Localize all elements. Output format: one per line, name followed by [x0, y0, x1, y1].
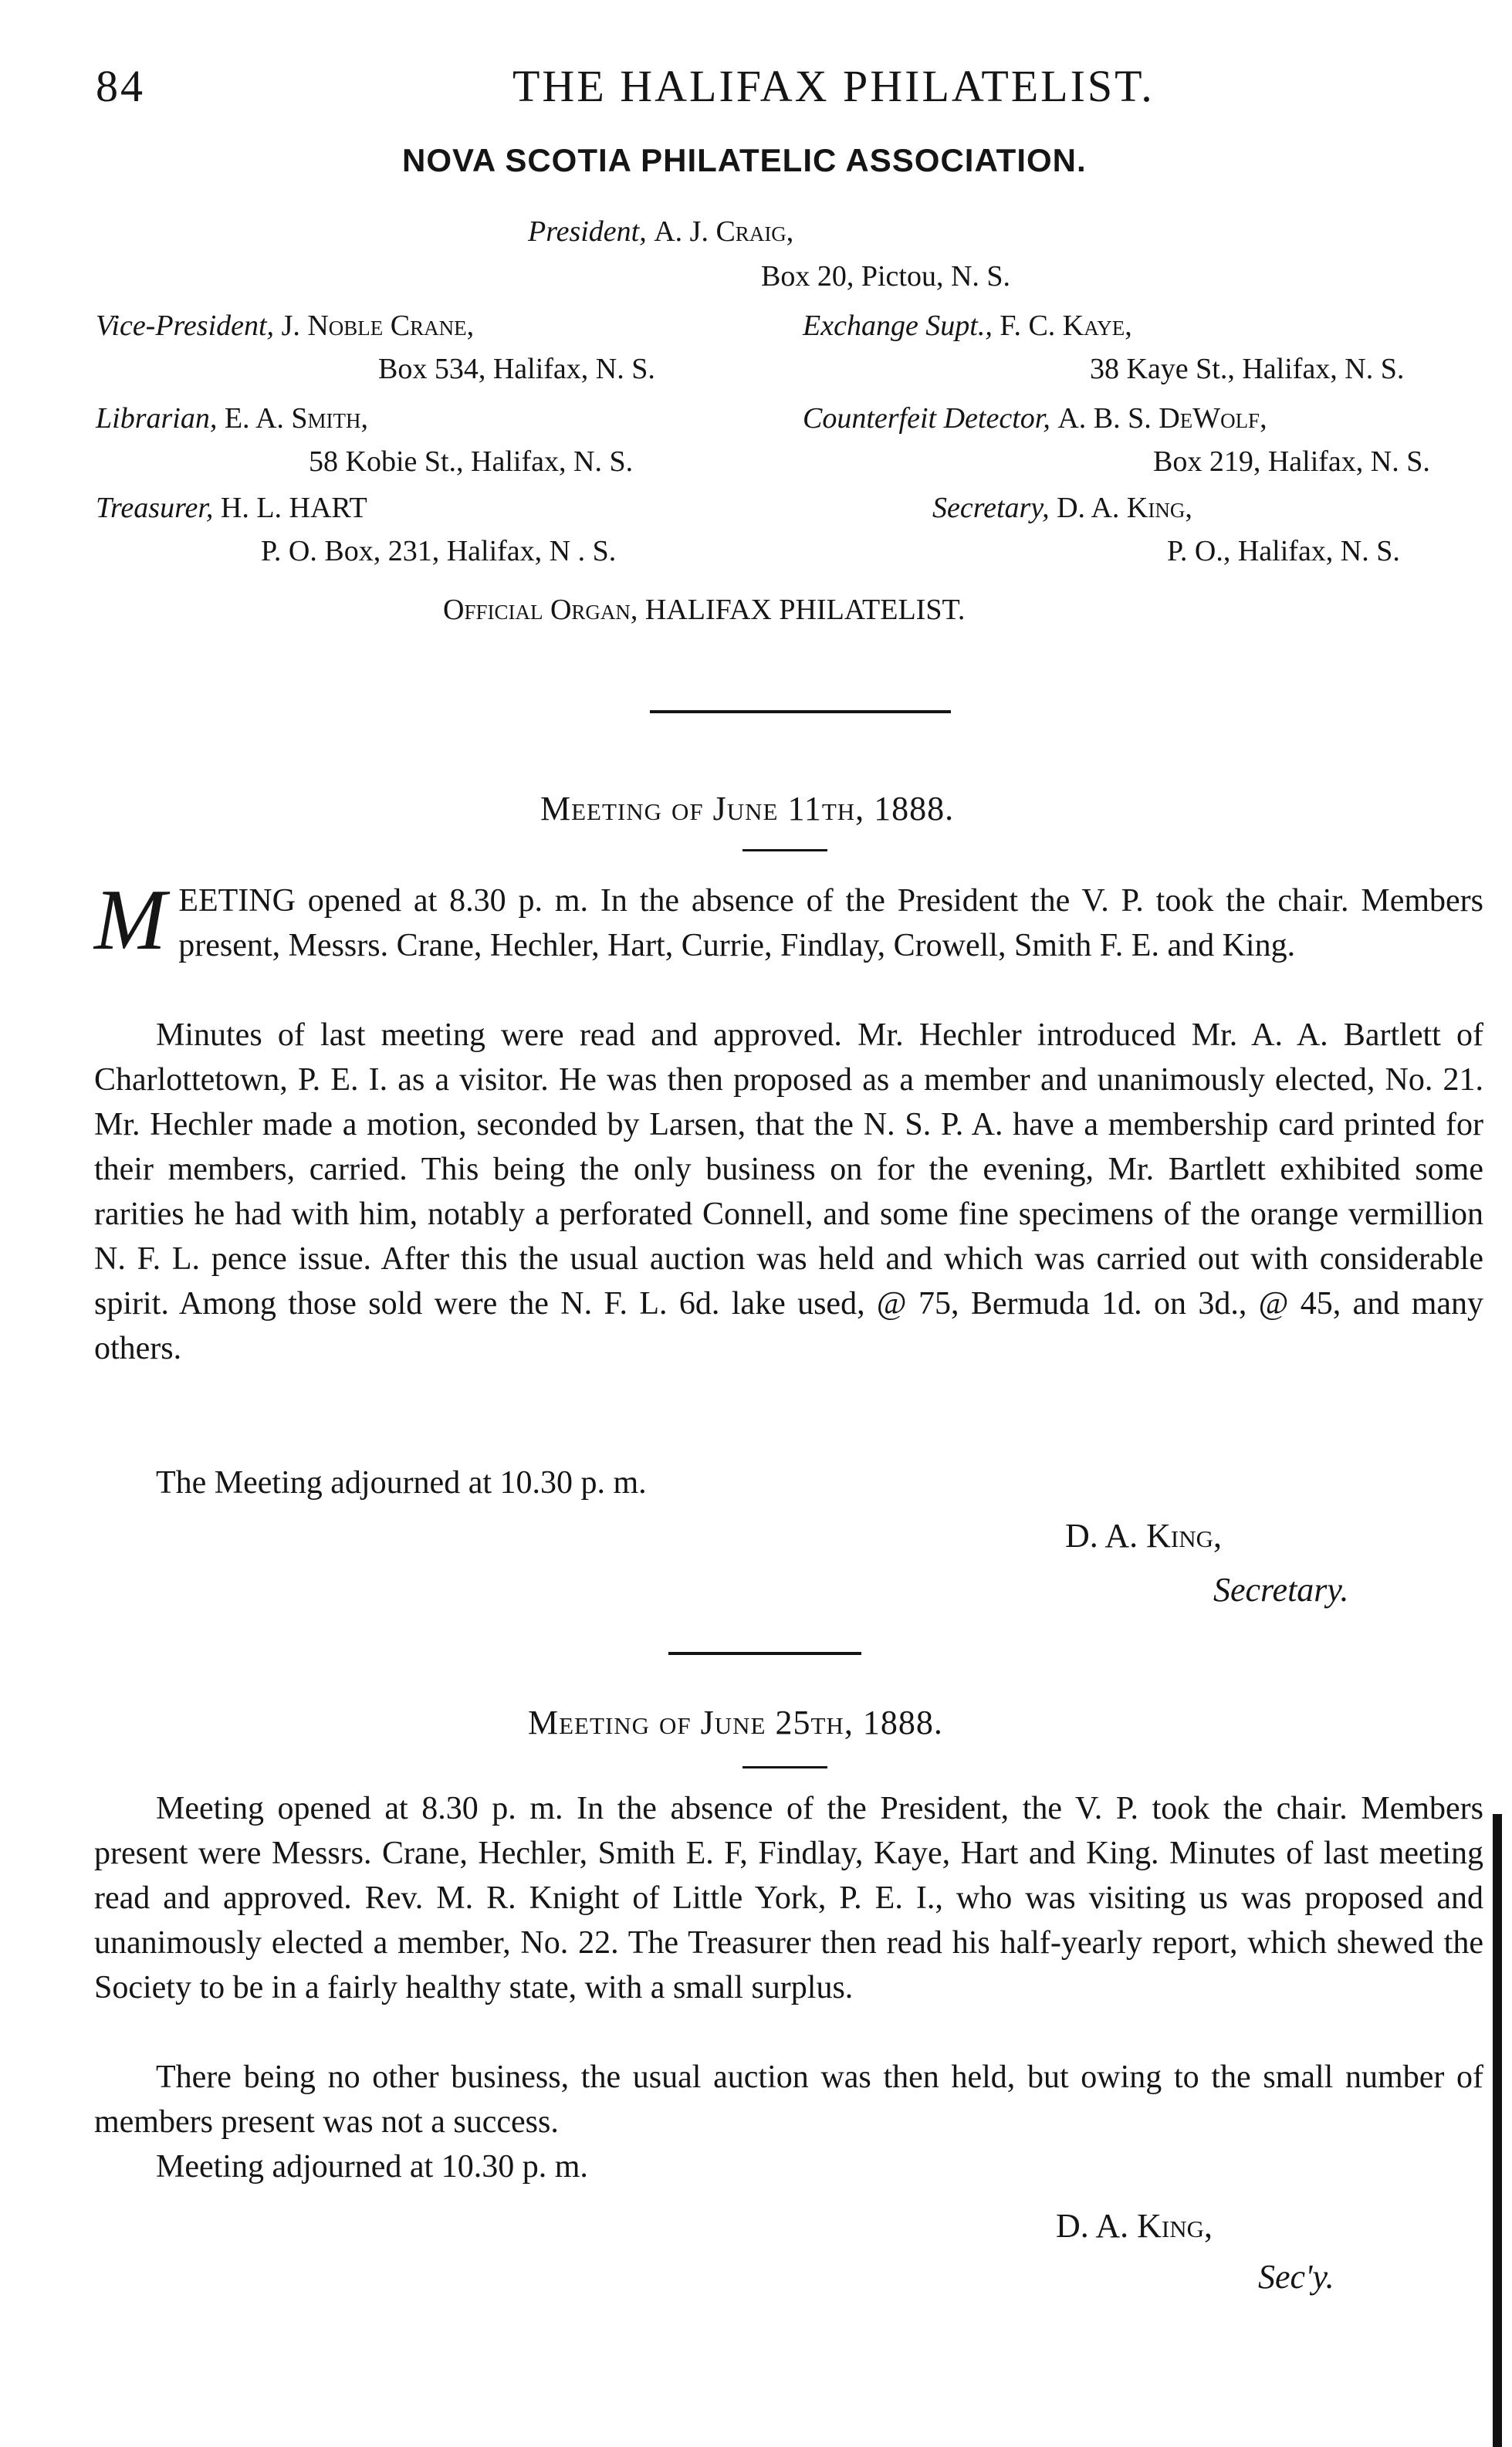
heading-underline	[742, 1766, 827, 1768]
official-organ-name: HALIFAX PHILATELIST.	[644, 594, 966, 626]
vice-president-name: J. Noble Crane,	[281, 310, 475, 342]
association-name: NOVA SCOTIA PHILATELIC ASSOCIATION.	[402, 142, 1087, 178]
counterfeit-detector-name: A. B. S. DeWolf,	[1057, 402, 1267, 435]
exchange-supt-title: Exchange Supt.,	[803, 310, 993, 342]
meeting-heading: Meeting of June 11th, 1888.	[540, 790, 955, 828]
drop-cap: M	[94, 872, 167, 968]
counterfeit-detector-address: Box 219, Halifax, N. S.	[1153, 445, 1430, 478]
meeting-paragraph: There being no other business, the usual auction was then held, but owing to the small number of members present was not a success.	[94, 2059, 1483, 2140]
journal-title: THE HALIFAX PHILATELIST.	[512, 61, 1155, 111]
official-organ-line	[443, 593, 965, 627]
exchange-supt-line	[803, 309, 1132, 343]
president-address: Box 20, Pictou, N. S.	[761, 260, 1011, 293]
section-divider	[668, 1652, 861, 1655]
meeting-paragraph	[94, 872, 1483, 968]
meeting-paragraph: The Meeting adjourned at 10.30 p. m.	[156, 1465, 647, 1501]
counterfeit-detector-line	[803, 401, 1267, 435]
treasurer-line	[96, 491, 367, 525]
heading-underline	[742, 849, 827, 851]
section-divider	[650, 710, 951, 713]
meeting-heading: Meeting of June 25th, 1888.	[528, 1704, 943, 1741]
signature-title: Sec'y.	[1258, 2258, 1334, 2296]
librarian-title: Librarian,	[96, 402, 218, 435]
vice-president-title: Vice-President,	[96, 310, 275, 342]
treasurer-address: P. O. Box, 231, Halifax, N . S.	[261, 535, 617, 567]
president-title: President,	[528, 215, 647, 248]
vice-president-line	[96, 309, 474, 343]
president-line	[528, 215, 793, 249]
counterfeit-detector-title: Counterfeit Detector,	[803, 402, 1050, 435]
meeting-paragraph: Minutes of last meeting were read and approved. Mr. Hechler introduced Mr. A. A. Bartlett of Charlottetown, P. E. I. as a visitor. He was then proposed as a member and unanimously elected, No. 21. Mr. Hechler made a motion, seconded by Larsen, that the N. S. P. A. have a membership card printed for their members, carried. This being the only business on for the evening, Mr. Bartlett exhibited some rarities he had with him, notably a perforated Connell, and some fine specimens of the orange vermillion N. F. L. pence issue. After this the usual auction was held and which was carried out with considerable spirit. Among those sold were the N. F. L. 6d. lake used, @ 75, Bermuda 1d. on 3d., @ 45, and many others.	[94, 1017, 1483, 1366]
meeting-paragraph: Meeting adjourned at 10.30 p. m.	[156, 2149, 588, 2185]
page-number: 84	[96, 61, 145, 111]
secretary-address: P. O., Halifax, N. S.	[1167, 535, 1400, 567]
meeting-paragraph-text: EETING opened at 8.30 p. m. In the absence of the President the V. P. took the chair. Members present, Messrs. Crane, Hechler, Hart, Currie, Findlay, Crowell, Smith F. E. and King.	[178, 883, 1483, 963]
treasurer-name: H. L. HART	[220, 492, 367, 524]
official-organ-label: Official Organ,	[443, 594, 638, 626]
signature-name: D. A. King,	[1065, 1517, 1222, 1555]
president-name: A. J. Craig,	[654, 215, 794, 248]
secretary-title: Secretary,	[932, 492, 1050, 524]
secretary-name: D. A. King,	[1057, 492, 1192, 524]
treasurer-title: Treasurer,	[96, 492, 214, 524]
exchange-supt-address: 38 Kaye St., Halifax, N. S.	[1090, 353, 1405, 385]
librarian-name: E. A. Smith,	[224, 402, 369, 435]
exchange-supt-name: F. C. Kaye,	[1000, 310, 1132, 342]
signature-name: D. A. King,	[1056, 2207, 1213, 2245]
page-edge-bar	[1493, 1814, 1502, 2447]
signature-title: Secretary.	[1213, 1571, 1349, 1609]
secretary-line	[932, 491, 1192, 525]
librarian-line	[96, 401, 368, 435]
librarian-address: 58 Kobie St., Halifax, N. S.	[309, 445, 634, 478]
vice-president-address: Box 534, Halifax, N. S.	[378, 353, 655, 385]
meeting-paragraph: Meeting opened at 8.30 p. m. In the absence of the President, the V. P. took the chair. Members present were Messrs. Crane, Hechler, Smith E. F, Findlay, Kaye, Hart and King. Minutes of last meeting read and approved. Rev. M. R. Knight of Little York, P. E. I., who was visiting us was proposed and unanimously elected a member, No. 22. The Treasurer then read his half-yearly report, which shewed the Society to be in a fairly healthy state, with a small surplus.	[94, 1791, 1483, 2005]
